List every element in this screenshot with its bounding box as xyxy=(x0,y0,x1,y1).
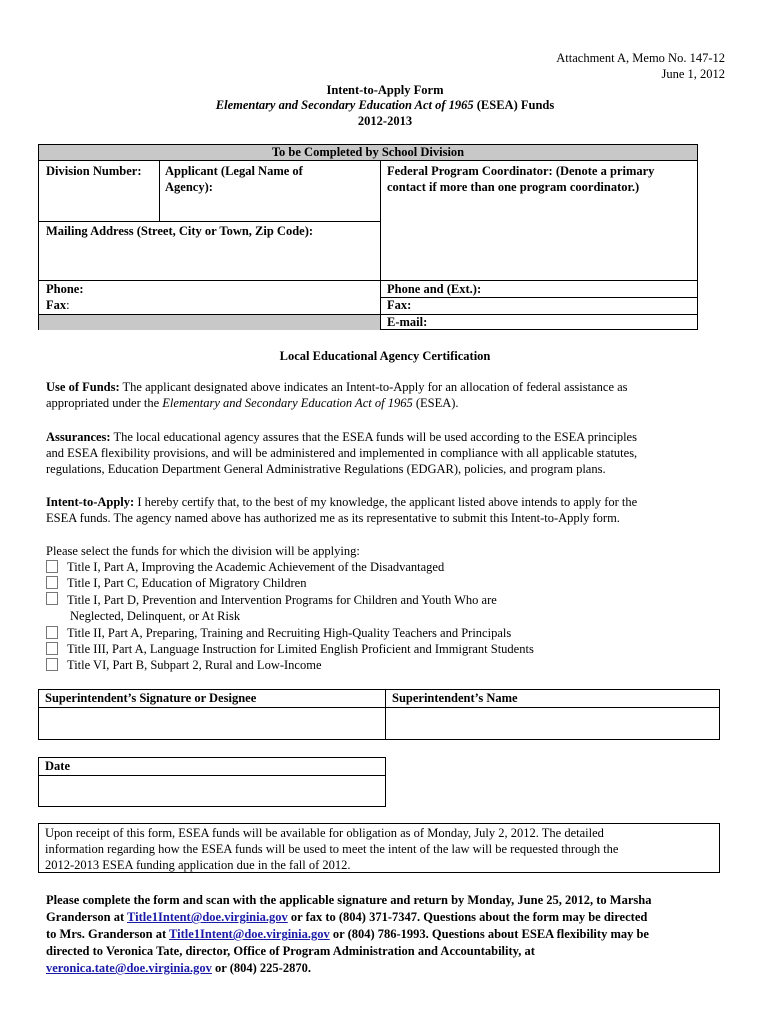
mailing-address-label[interactable]: Mailing Address (Street, City or Town, Zip Code): xyxy=(46,224,314,238)
form-year: 2012-2013 xyxy=(357,114,413,128)
email-label[interactable]: E-mail: xyxy=(387,315,428,329)
use-of-funds-line1: Use of Funds: The applicant designated above indicates an Intent-to-Apply for an allocation of federal assistance as xyxy=(46,380,628,394)
checkbox-title-6b[interactable] xyxy=(46,658,58,671)
notice-line2: information regarding how the ESEA funds will be used to meet the intent of the law will be requested through the xyxy=(45,842,619,856)
coordinator-label-cont: contact if more than one program coordinator.) xyxy=(387,180,640,194)
notice-box xyxy=(38,823,720,873)
notice-line1: Upon receipt of this form, ESEA funds will be available for obligation as of Monday, July 2, 2012. The detailed xyxy=(45,826,604,840)
superintendent-name-label: Superintendent’s Name xyxy=(392,691,518,705)
division-info-table xyxy=(38,144,698,330)
checkbox-title-3a[interactable] xyxy=(46,642,58,655)
applicant-label[interactable]: Applicant (Legal Name of xyxy=(165,164,303,178)
date-table xyxy=(38,757,386,807)
signature-table xyxy=(38,689,720,740)
email-link-1[interactable]: Title1Intent@doe.virginia.gov xyxy=(127,910,288,924)
assurances-line1: Assurances: The local educational agency assures that the ESEA funds will be used according to the ESEA principles xyxy=(46,430,637,444)
footer-line4: directed to Veronica Tate, director, Office of Program Administration and Accountability, at xyxy=(46,944,535,958)
signature-label: Superintendent’s Signature or Designee xyxy=(45,691,257,705)
fund-item-4: Title II, Part A, Preparing, Training and Recruiting High-Quality Teachers and Principals xyxy=(67,626,512,640)
funds-prompt: Please select the funds for which the division will be applying: xyxy=(46,544,360,558)
footer-line2: Granderson at Title1Intent@doe.virginia.gov or fax to (804) 371-7347. Questions about the form may be directed xyxy=(46,910,648,924)
fax-label[interactable]: Fax: xyxy=(46,298,70,312)
checkbox-title-1c[interactable] xyxy=(46,576,58,589)
memo-date: June 1, 2012 xyxy=(661,67,725,81)
assurances-line3: regulations, Education Department General Administrative Regulations (EDGAR), policies, and program plans. xyxy=(46,462,606,476)
phone-ext-label[interactable]: Phone and (Ext.): xyxy=(387,282,482,296)
email-link-3[interactable]: veronica.tate@doe.virginia.gov xyxy=(46,961,212,975)
division-number-label[interactable]: Division Number: xyxy=(46,164,142,178)
fax2-label[interactable]: Fax: xyxy=(387,298,412,312)
fund-item-3-cont: Neglected, Delinquent, or At Risk xyxy=(70,609,241,623)
use-of-funds-line2: appropriated under the Elementary and Secondary Education Act of 1965 (ESEA). xyxy=(46,396,459,410)
form-title: Intent-to-Apply Form xyxy=(326,83,444,97)
email-link-2[interactable]: Title1Intent@doe.virginia.gov xyxy=(169,927,330,941)
footer-line1: Please complete the form and scan with the applicable signature and return by Monday, June 25, 2012, to Marsha xyxy=(46,893,652,907)
act-name: Elementary and Secondary Education Act of 1965 xyxy=(215,98,474,112)
date-label: Date xyxy=(45,759,70,773)
signature-field[interactable] xyxy=(40,708,384,738)
footer-instructions xyxy=(46,892,651,977)
table-heading: To be Completed by School Division xyxy=(271,145,465,159)
fund-item-5: Title III, Part A, Language Instruction for Limited English Proficient and Immigrant Students xyxy=(67,642,534,656)
fund-item-6: Title VI, Part B, Subpart 2, Rural and Low-Income xyxy=(67,658,322,672)
certification-title: Local Educational Agency Certification xyxy=(279,349,491,363)
gray-filler xyxy=(39,314,380,330)
superintendent-name-field[interactable] xyxy=(387,708,718,738)
fund-item-1: Title I, Part A, Improving the Academic Achievement of the Disadvantaged xyxy=(67,560,445,574)
fund-item-3: Title I, Part D, Prevention and Intervention Programs for Children and Youth Who are xyxy=(67,593,497,607)
form-subtitle xyxy=(0,97,770,113)
phone-label[interactable]: Phone: xyxy=(46,282,84,296)
intent-line2: ESEA funds. The agency named above has authorized me as its representative to submit this Intent-to-Apply form. xyxy=(46,511,620,525)
attachment-label: Attachment A, Memo No. 147-12 xyxy=(556,51,725,65)
assurances-line2: and ESEA flexibility provisions, and will be administered and implemented in compliance with all applicable statutes, xyxy=(46,446,638,460)
checkbox-title-1d[interactable] xyxy=(46,592,58,605)
fund-item-2: Title I, Part C, Education of Migratory Children xyxy=(67,576,307,590)
footer-line5: veronica.tate@doe.virginia.gov or (804) 225-2870. xyxy=(46,961,311,975)
notice-line3: 2012-2013 ESEA funding application due in the fall of 2012. xyxy=(45,858,351,872)
footer-line3: to Mrs. Granderson at Title1Intent@doe.virginia.gov or (804) 786-1993. Questions about ESEA flexibility may be xyxy=(46,927,649,941)
date-field[interactable] xyxy=(40,776,384,806)
coordinator-label[interactable]: Federal Program Coordinator: (Denote a primary xyxy=(387,164,655,178)
checkbox-title-2a[interactable] xyxy=(46,626,58,639)
intent-line1: Intent-to-Apply: I hereby certify that, to the best of my knowledge, the applicant listed above intends to apply for the xyxy=(46,495,638,509)
subtitle-rest: (ESEA) Funds xyxy=(473,98,555,112)
applicant-label-cont: Agency): xyxy=(165,180,213,194)
checkbox-title-1a[interactable] xyxy=(46,560,58,573)
